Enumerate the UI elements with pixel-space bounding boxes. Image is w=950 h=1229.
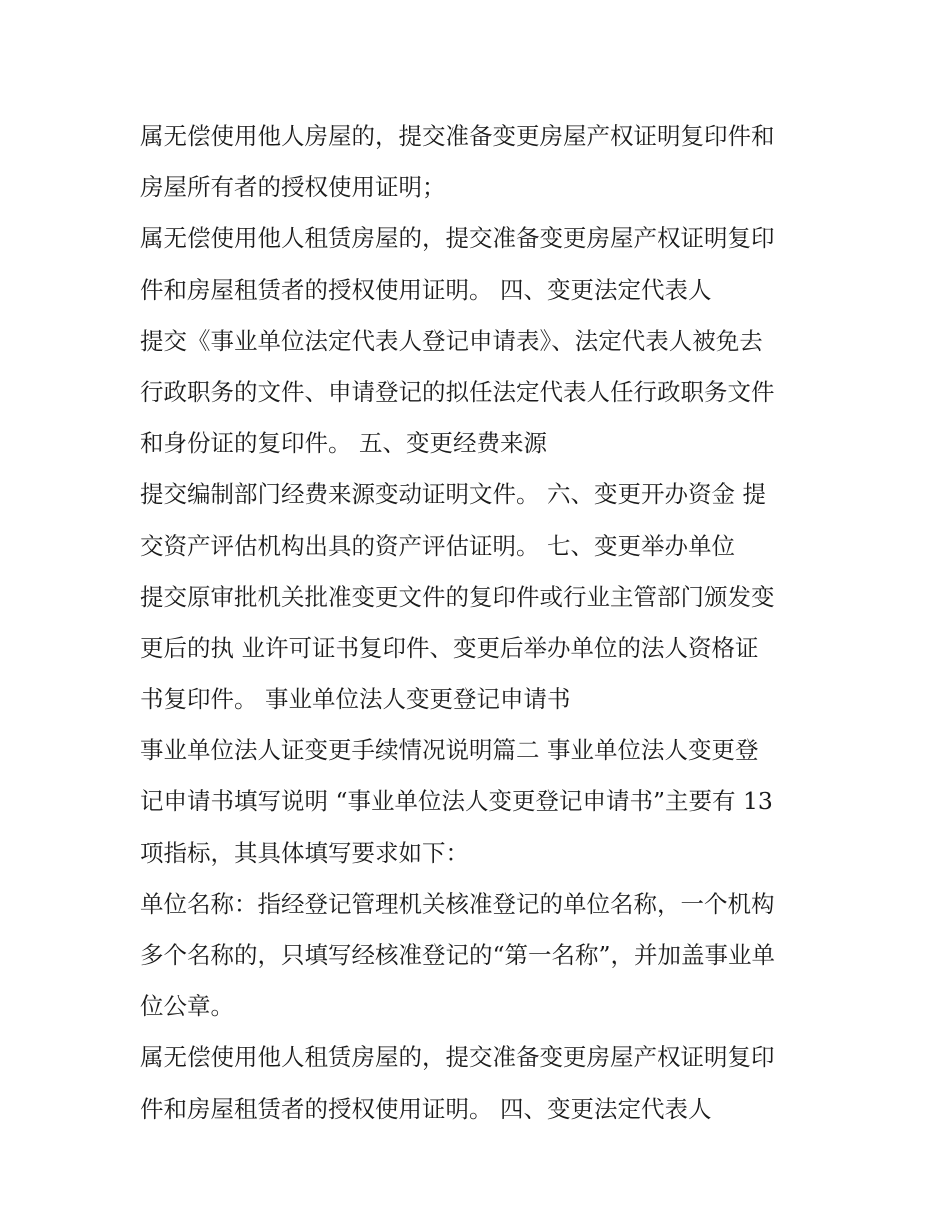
- text-line: 件和房屋租赁者的授权使用证明。 四、变更法定代表人: [140, 275, 712, 304]
- text-line: 提交原审批机关批准变更文件的复印件或行业主管部门颁发变: [140, 582, 775, 611]
- text-line: 提交编制部门经费来源变动证明文件。 六、变更开办资金 提: [140, 480, 766, 509]
- text-line: 事业单位法人证变更手续情况说明篇二 事业单位法人变更登: [140, 736, 759, 765]
- text-line: 项指标，其具体填写要求如下：: [140, 838, 469, 867]
- text-line: 和身份证的复印件。 五、变更经费来源: [140, 429, 547, 458]
- text-line: 记申请书填写说明 “事业单位法人变更登记申请书”主要有 13: [140, 787, 773, 816]
- text-line: 单位名称：指经登记管理机关核准登记的单位名称，一个机构: [140, 889, 775, 918]
- text-line: 属无偿使用他人房屋的，提交准备变更房屋产权证明复印件和: [140, 122, 775, 150]
- body-text: [140, 111, 830, 1135]
- text-line: 交资产评估机构出具的资产评估证明。 七、变更举办单位: [140, 531, 735, 560]
- text-line: 位公章。: [140, 992, 234, 1021]
- text-line: 提交《事业单位法定代表人登记申请表》、法定代表人被免去: [140, 326, 763, 355]
- text-line: 件和房屋租赁者的授权使用证明。 四、变更法定代表人: [140, 1094, 712, 1123]
- text-line: 属无偿使用他人租赁房屋的，提交准备变更房屋产权证明复印: [140, 224, 775, 253]
- text-line: 书复印件。 事业单位法人变更登记申请书: [140, 685, 571, 714]
- text-line: 属无偿使用他人租赁房屋的，提交准备变更房屋产权证明复印: [140, 1043, 775, 1072]
- text-line: 行政职务的文件、申请登记的拟任法定代表人任行政职务文件: [140, 377, 775, 406]
- text-line: 房屋所有者的授权使用证明；: [140, 173, 446, 202]
- text-line: 更后的执 业许可证书复印件、变更后举办单位的法人资格证: [140, 633, 759, 662]
- text-line: 多个名称的，只填写经核准登记的“第一名称”，并加盖事业单: [140, 941, 776, 969]
